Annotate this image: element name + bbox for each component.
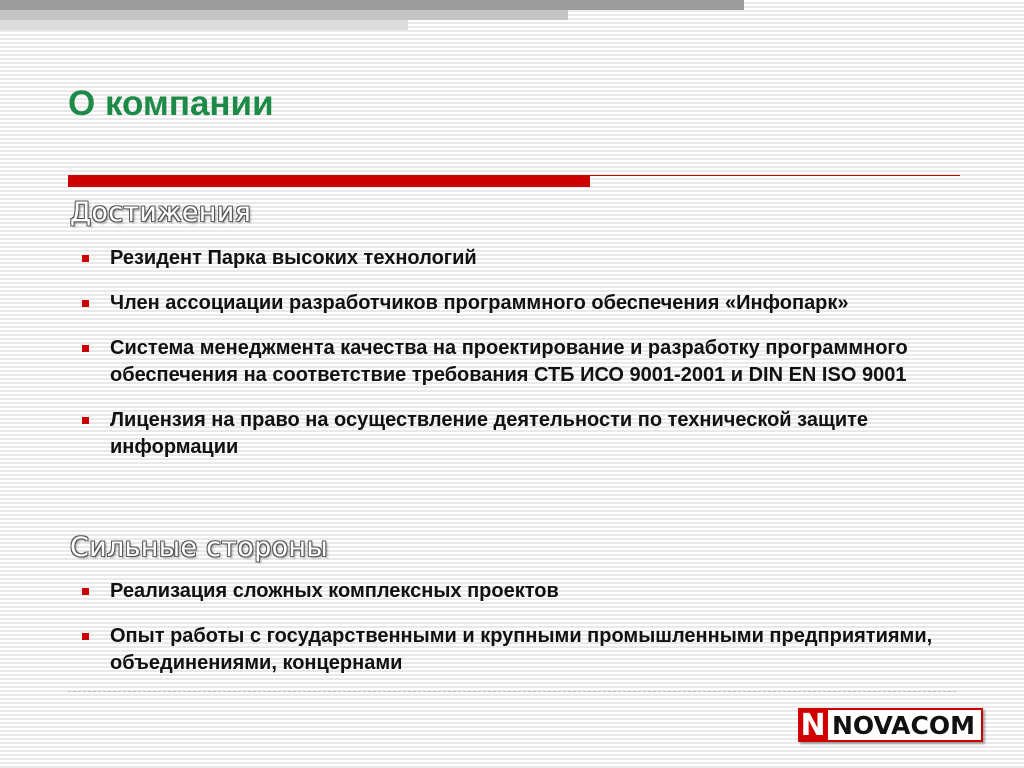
footer-divider [68, 691, 956, 693]
list-item [80, 578, 1000, 605]
achievements-list [80, 245, 1000, 479]
top-decor-bar-1 [0, 0, 744, 10]
list-item [80, 407, 1000, 461]
page-title: О компании [68, 84, 274, 123]
top-decor-bar-2 [0, 10, 568, 20]
list-item-text: Реализация сложных комплексных проектов [110, 580, 559, 602]
logo-n-mark: N [798, 708, 828, 742]
square-bullet-icon [82, 588, 89, 595]
list-item-text: Лицензия на право на осуществление деятельности по технической защите информации [110, 409, 869, 458]
list-item-text: Опыт работы с государственными и крупными промышленными предприятиями, объединениями, концернами [110, 625, 933, 674]
novacom-logo [798, 707, 983, 743]
list-item-text: Резидент Парка высоких технологий [110, 247, 477, 269]
achievements-heading: Достижения [70, 197, 252, 228]
list-item-text: Член ассоциации разработчиков программного обеспечения «Инфопарк» [110, 292, 849, 314]
list-item [80, 245, 1000, 272]
list-item [80, 623, 1000, 677]
top-decor-bar-3 [0, 20, 408, 30]
strengths-list [80, 578, 1000, 695]
list-item [80, 290, 1000, 317]
square-bullet-icon [82, 345, 89, 352]
strengths-heading: Сильные стороны [70, 532, 328, 563]
title-divider-accent [68, 175, 590, 187]
square-bullet-icon [82, 417, 89, 424]
list-item-text: Система менеджмента качества на проектирование и разработку программного обеспечения на соответствие требования СТБ ИСО 9001-2001 и DIN EN ISO 9001 [110, 337, 908, 386]
square-bullet-icon [82, 300, 89, 307]
logo-wordmark: NOVACOM [828, 708, 983, 742]
list-item [80, 335, 1000, 389]
square-bullet-icon [82, 633, 89, 640]
square-bullet-icon [82, 255, 89, 262]
